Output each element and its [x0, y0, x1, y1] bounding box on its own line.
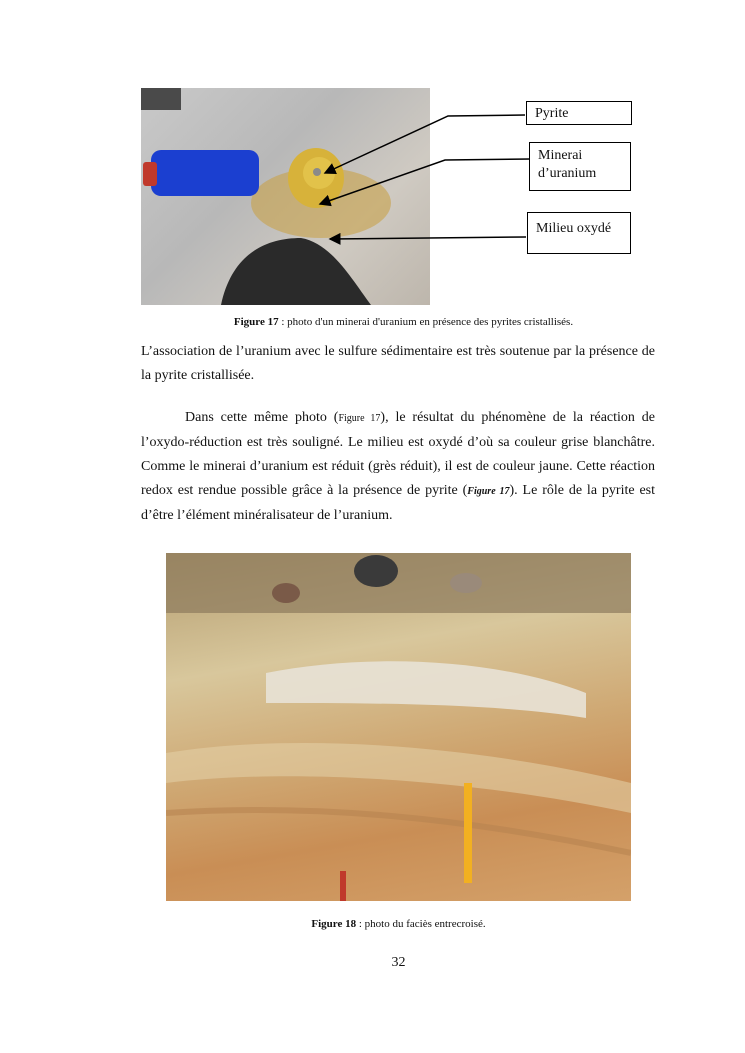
callout-milieu [527, 212, 631, 254]
paragraph-2-ref2: Figure 17 [467, 486, 510, 497]
paragraph-2 [141, 406, 655, 528]
callout-minerai-text: Minerai d’uranium [538, 148, 597, 181]
callout-pyrite-text: Pyrite [535, 106, 569, 121]
callout-pyrite [526, 101, 632, 125]
figure-18-caption-label: Figure 18 [311, 918, 357, 930]
figure-17-caption-label: Figure 17 [233, 316, 279, 328]
figure-18-photo [166, 553, 631, 901]
paragraph-2-part2: ), le résultat du phénomène de la réaction de l’oxydo-réduction est très souligné. Le milieu est oxydé d’où sa couleur grise blanchâtre. Comme le minerai d’uranium est réduit (grès réduit), il est de couleur jaune. Cette réaction redox est rendue possible grâce à la présence de pyrite ( [141, 410, 656, 498]
paragraph-2-part1: Dans cette même photo ( [185, 410, 339, 425]
figure-18-caption-text: : photo du faciès entrecroisé. [356, 918, 486, 930]
paragraph-2-part3: ). Le rôle de la pyrite est d’être l’élément minéralisateur de l’uranium. [141, 483, 655, 523]
paragraph-2-ref1: Figure 17 [338, 413, 381, 424]
callout-milieu-text: Milieu oxydé [536, 221, 612, 236]
figure-18-caption [166, 918, 631, 930]
callout-arrows [300, 100, 540, 250]
figure-17-caption [141, 316, 666, 328]
figure-17-caption-text: : photo d'un minerai d'uranium en présence des pyrites cristallisés. [278, 316, 574, 328]
paragraph-1: L’association de l’uranium avec le sulfure sédimentaire est très soutenue par la présence de la pyrite cristallisée. [141, 344, 655, 383]
callout-minerai [529, 142, 631, 191]
page-number: 32 [391, 955, 406, 970]
